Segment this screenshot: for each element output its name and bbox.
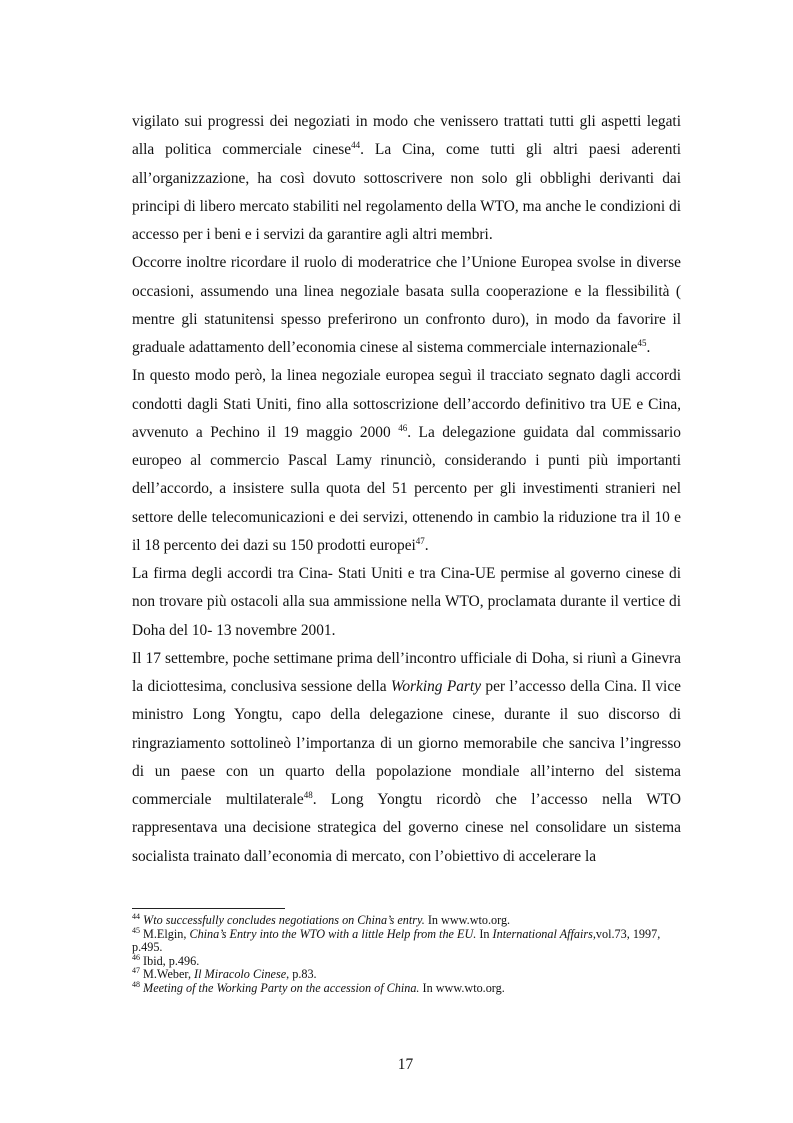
paragraph	[132, 645, 681, 871]
italic-text: Il Miracolo Cinese	[194, 967, 287, 981]
footnote-reference: 47	[415, 535, 425, 546]
paragraph	[132, 108, 681, 249]
footnote-reference: 48	[303, 789, 313, 800]
footnote	[132, 925, 681, 955]
text-run: , p.83.	[286, 967, 317, 981]
paragraph	[132, 249, 681, 362]
footnote	[132, 965, 681, 982]
italic-text: Meeting of the Working Party on the accession of China.	[143, 980, 420, 995]
footnote-reference: 46	[132, 952, 140, 962]
text-run: . La Cina, come tutti gli altri paesi aderenti all’organizzazione, ha così dovuto sottoscrivere non solo gli obblighi derivanti dai principi di libero mercato stabiliti nel regolamento della WTO, ma anche le condizioni di accesso per i beni e i servizi da garantire agli altri membri.	[132, 141, 681, 243]
footnote	[132, 979, 681, 996]
text-run: . Long Yongtu ricordò che l’accesso nella WTO rappresentava una decisione strategica del governo cinese nel consolidare un sistema socialista trainato dall’economia di mercato, con l’obiettivo di accelerare la	[132, 791, 681, 865]
text-run: . La delegazione guidata dal commissario europeo al commercio Pascal Lamy rinunciò, considerando i punti più importanti dell’accordo, a insistere sulla quota del 51 percento per gli investimenti stranieri nel settore delle telecomunicazioni e dei servizi, ottenendo in cambio la riduzione tra il 10 e il 18 percento dei dazi su 150 prodotti europei	[132, 423, 682, 554]
text-run: .	[646, 339, 651, 356]
footnote-reference: 44	[132, 911, 140, 921]
footnote-reference: 46	[398, 422, 408, 433]
text-run: .	[424, 536, 429, 554]
footnote	[132, 911, 681, 928]
footnote-reference: 48	[132, 979, 140, 989]
text-run: Il 17 settembre, poche settimane prima dell’incontro ufficiale di Doha, si riunì a Ginevra la diciottesima, conclusiva sessione della	[132, 649, 681, 695]
page-number: 17	[397, 1056, 414, 1073]
text-run: In www.wto.org.	[419, 980, 505, 995]
footnote-reference: 44	[351, 140, 361, 151]
text-run: Ibid, p.496.	[140, 953, 200, 968]
text-run: vigilato sui progressi dei negoziati in modo che venissero trattati tutti gli aspetti legati alla politica commerciale cinese	[132, 113, 681, 159]
italic-text: Working Party	[390, 678, 482, 695]
footnote-separator	[132, 908, 285, 909]
italic-text: China’s Entry into the WTO with a little Help from the EU.	[189, 926, 477, 941]
text-run: M.Weber,	[140, 967, 195, 981]
text-run: In	[476, 926, 493, 941]
footnote-reference: 45	[637, 337, 647, 348]
paragraph	[132, 362, 681, 560]
text-run: vol.73, 1997, p.495.	[132, 926, 661, 954]
text-run: per l’accesso della Cina. Il vice ministro Long Yongtu, capo della delegazione cinese, durante il suo discorso di ringraziamento sottolineò l’importanza di un giorno memorabile che sanciva l’ingresso di un paese con un quarto della popolazione mondiale all’interno del sistema commerciale multilaterale	[132, 678, 681, 808]
footnote	[132, 952, 681, 969]
footnote-reference: 47	[132, 965, 140, 975]
footnote-reference: 45	[132, 925, 140, 935]
body-text	[132, 108, 681, 871]
italic-text: Wto successfully concludes negotiations on China’s entry.	[143, 913, 425, 927]
text-run: Occorre inoltre ricordare il ruolo di moderatrice che l’Unione Europea svolse in diverse occasioni, assumendo una linea negoziale basata sulla cooperazione e la flessibilità ( mentre gli statunitensi spesso preferirono un confronto duro), in modo da favorire il graduale adattamento dell’economia cinese al sistema commerciale internazionale	[132, 254, 681, 356]
italic-text: International Affairs,	[492, 926, 596, 941]
text-run: In questo modo però, la linea negoziale europea seguì il tracciato segnato dagli accordi condotti dagli Stati Uniti, fino alla sottoscrizione dell’accordo definitivo tra UE e Cina, avvenuto a Pechino il 19 maggio 2000	[132, 367, 681, 441]
text-run: In www.wto.org.	[424, 913, 511, 927]
text-run: M.Elgin,	[140, 926, 190, 941]
paragraph	[132, 560, 681, 645]
footnotes	[132, 911, 681, 995]
text-run: La firma degli accordi tra Cina- Stati Uniti e tra Cina-UE permise al governo cinese di non trovare più ostacoli alla sua ammissione nella WTO, proclamata durante il vertice di Doha del 10- 13 novembre 2001.	[132, 565, 681, 639]
